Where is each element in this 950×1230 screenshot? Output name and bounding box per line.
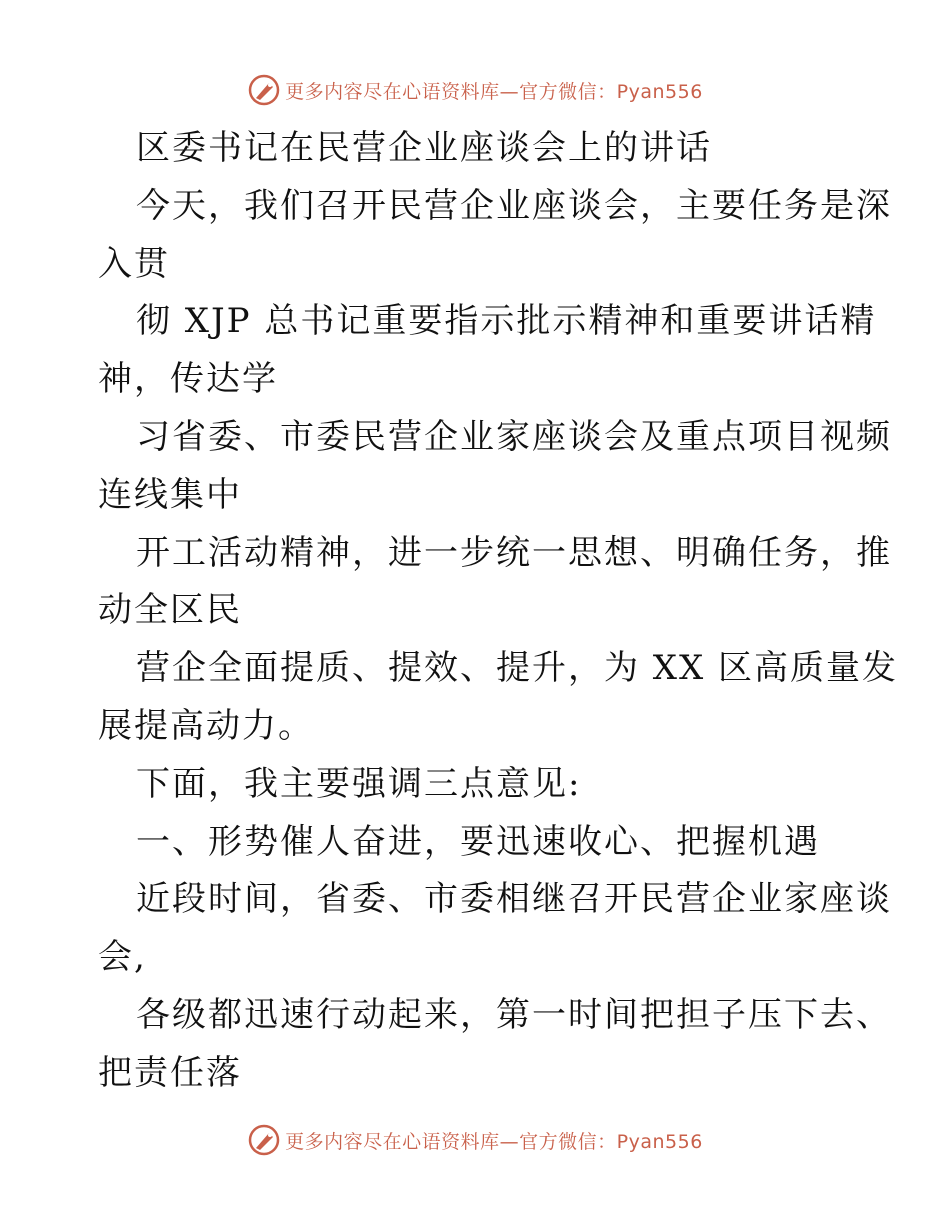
paragraph-line: 展提高动力。	[98, 705, 314, 746]
watermark-text: 更多内容尽在心语资料库—官方微信：Pyan556	[285, 80, 703, 103]
paragraph-line: 连线集中	[98, 474, 242, 515]
footer-watermark-banner	[0, 1120, 950, 1160]
paragraph-line: 下面，我主要强调三点意见:	[136, 763, 582, 804]
paragraph-line: 神，传达学	[98, 359, 278, 400]
paragraph-line: 动全区民	[98, 590, 242, 631]
paragraph-line: 区委书记在民营企业座谈会上的讲话	[136, 128, 712, 168]
pen-nib-logo-icon	[247, 1123, 281, 1157]
paragraph-line: 习省委、市委民营企业家座谈会及重点项目视频	[136, 416, 892, 457]
paragraph-line: 近段时间，省委、市委相继召开民营企业家座谈	[136, 879, 892, 920]
document-body	[98, 120, 899, 1103]
pen-nib-logo-icon	[247, 73, 281, 107]
paragraph-line: 一、形势催人奋进，要迅速收心、把握机遇	[136, 821, 820, 862]
paragraph-line: 彻 XJP 总书记重要指示批示精神和重要讲话精	[136, 301, 877, 342]
paragraph-line: 开工活动精神，进一步统一思想、明确任务，推	[136, 532, 892, 573]
paragraph-line: 入贯	[98, 243, 170, 284]
paragraph-line: 今天，我们召开民营企业座谈会，主要任务是深	[136, 185, 892, 226]
paragraph-line: 各级都迅速行动起来，第一时间把担子压下去、	[136, 994, 892, 1035]
header-watermark-banner	[0, 70, 950, 110]
paragraph-line: 会,	[98, 937, 147, 978]
paragraph-line: 营企全面提质、提效、提升，为 XX 区高质量发	[136, 648, 899, 689]
watermark-text: 更多内容尽在心语资料库—官方微信：Pyan556	[285, 1130, 703, 1153]
paragraph-line: 把责任落	[98, 1052, 242, 1093]
